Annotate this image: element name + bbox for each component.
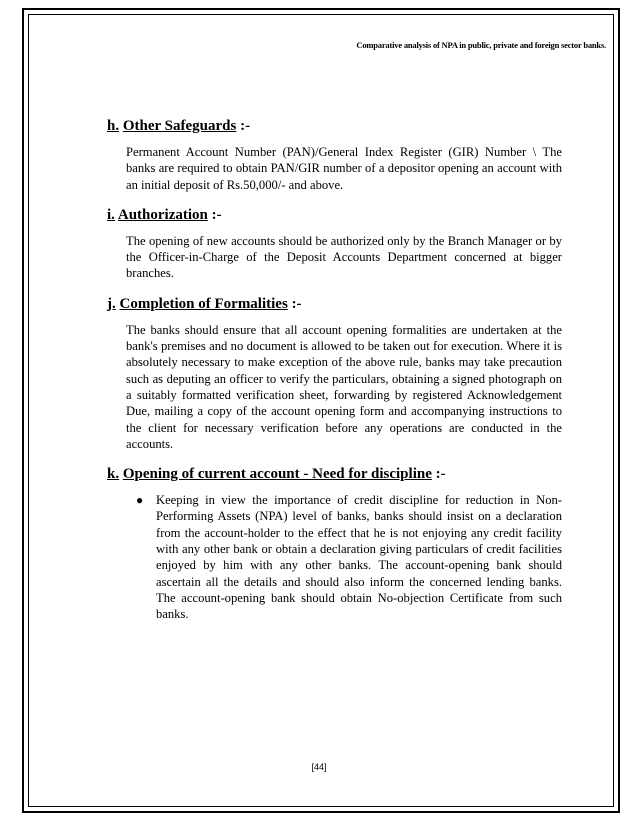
section-completion-of-formalities xyxy=(108,294,562,452)
page-number: [44] xyxy=(311,762,327,772)
section-heading xyxy=(107,464,561,484)
section-other-safeguards xyxy=(108,116,562,193)
section-letter: j. xyxy=(107,295,116,312)
section-authorization xyxy=(108,205,562,282)
page-body xyxy=(108,116,562,635)
section-letter: h. xyxy=(107,118,120,134)
section-suffix: :- xyxy=(291,295,302,312)
section-paragraph: Permanent Account Number (PAN)/General Index Register (GIR) Number \ The banks are required to obtain PAN/GIR number of a depositor opening an account with an initial deposit of Rs.50,000/- and above. xyxy=(126,145,562,192)
section-paragraph: The banks should ensure that all account opening formalities are undertaken at the bank's premises and no document is allowed to be taken out for execution. Where it is absolutely necessary to make exception of the above rule, banks may take precaution such as deputing an officer to verify the particulars, obtaining a signed photograph on a suitably formatted verification sheet, forwarding by registered Acknowledgement Due, mailing a copy of the account opening form and accompanying instructions to the client for necessary verification before any operations are conducted in the accounts. xyxy=(126,322,562,451)
list-item xyxy=(136,492,562,622)
section-suffix: :- xyxy=(435,466,446,483)
section-heading xyxy=(107,116,561,136)
section-paragraph: The opening of new accounts should be authorized only by the Branch Manager or by the Officer-in-Charge of the Deposit Accounts Department concerned at bigger branches. xyxy=(126,233,562,281)
running-header: Comparative analysis of NPA in public, private and foreign sector banks. xyxy=(356,40,606,50)
section-letter: k. xyxy=(107,466,120,483)
section-title: Authorization xyxy=(117,206,208,223)
section-heading xyxy=(107,294,561,314)
section-suffix: :- xyxy=(211,206,222,223)
bullet-list xyxy=(108,492,562,622)
list-item-text: Keeping in view the importance of credit discipline for reduction in Non-Performing Assets (NPA) level of banks, banks should insist on a declaration from the account-holder to the effect that he is not enjoying any credit facility with any other bank or obtain a declaration giving particulars of credit facilities enjoyed by him with any other banks. The account-opening bank should ascertain all the details and should also inform the concerned lending banks. The account-opening bank should obtain No-objection Certificate from such banks. xyxy=(156,493,562,622)
section-heading xyxy=(107,205,561,225)
section-suffix: :- xyxy=(240,118,251,134)
section-title: Other Safeguards xyxy=(122,118,237,134)
bullet-icon: ● xyxy=(136,493,144,508)
section-letter: i. xyxy=(107,206,115,223)
section-opening-current-account xyxy=(108,464,562,622)
section-title: Opening of current account - Need for discipline xyxy=(122,466,432,483)
section-title: Completion of Formalities xyxy=(119,295,288,312)
